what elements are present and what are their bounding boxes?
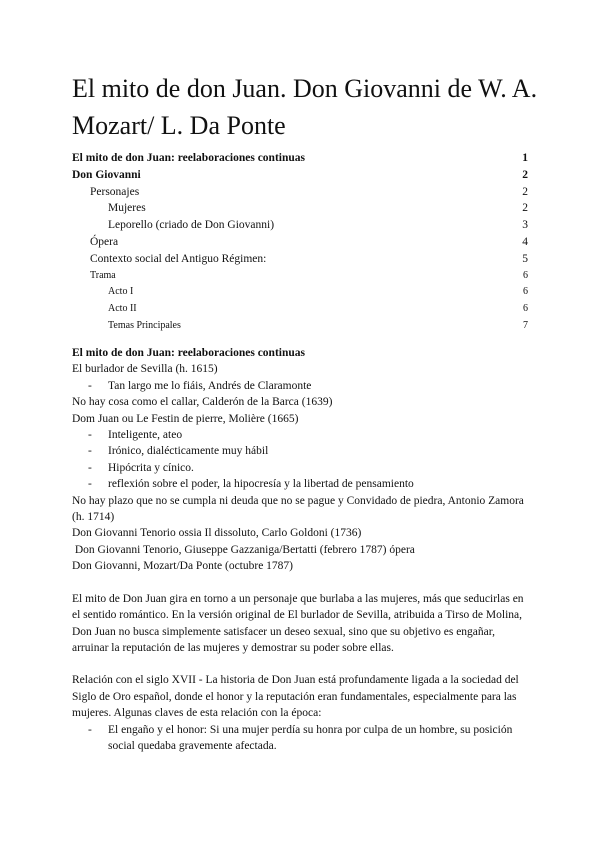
paragraph: Relación con el siglo XVII - La historia de Don Juan está profundamente ligada a la sociedad del Siglo de Oro español, donde el honor y la reputación eran fundamentales, especialmente para las mujeres. Algunas claves de esta relación con la época: xyxy=(72,674,519,720)
toc-entry[interactable] xyxy=(72,167,528,184)
toc-entry-page: 7 xyxy=(523,319,528,331)
toc-entry-label: Leporello (criado de Don Giovanni) xyxy=(108,219,275,232)
list-item xyxy=(72,722,528,755)
work-line: El burlador de Sevilla (h. 1615) xyxy=(72,363,218,376)
document-title: El mito de don Juan. Don Giovanni de W. A. Mozart/ L. Da Ponte xyxy=(72,74,538,140)
toc-entry-page: 6 xyxy=(523,303,528,315)
bullet-list xyxy=(72,427,528,493)
list-item xyxy=(72,476,528,492)
toc-entry-label: Acto I xyxy=(108,286,134,298)
toc-entry-page: 6 xyxy=(523,269,528,281)
toc-entry-page: 3 xyxy=(522,219,528,232)
toc-entry-label: Contexto social del Antiguo Régimen: xyxy=(90,252,267,265)
dash-bullet: - xyxy=(88,379,92,392)
toc-entry-label: Temas Principales xyxy=(108,319,181,331)
dash-bullet: - xyxy=(88,461,92,474)
spacer xyxy=(72,575,528,591)
work-line: No hay plazo que no se cumpla ni deuda que no se pague y Convidado de piedra, Antonio Zamora (h. 1714) xyxy=(72,494,524,524)
toc-entry-label: Mujeres xyxy=(108,202,146,215)
work-line: No hay cosa como el callar, Calderón de la Barca (1639) xyxy=(72,396,333,409)
toc-entry[interactable] xyxy=(72,200,528,217)
toc-entry-label: Don Giovanni xyxy=(72,168,141,181)
toc-entry[interactable] xyxy=(72,217,528,234)
toc-entry-page: 2 xyxy=(522,202,528,215)
toc-entry[interactable] xyxy=(72,318,528,335)
bullet-list xyxy=(72,722,528,755)
list-item xyxy=(72,443,528,459)
dash-bullet: - xyxy=(88,429,92,442)
toc-entry-page: 2 xyxy=(522,168,528,181)
toc-entry[interactable] xyxy=(72,234,528,251)
document-body xyxy=(72,345,528,754)
toc-entry-label: Ópera xyxy=(90,235,119,248)
list-item xyxy=(72,427,528,443)
toc-entry[interactable] xyxy=(72,284,528,301)
toc-entry[interactable] xyxy=(72,251,528,268)
list-item-text: Tan largo me lo fiáis, Andrés de Claramonte xyxy=(108,379,312,392)
list-item xyxy=(72,460,528,476)
list-item-text: Hipócrita y cínico. xyxy=(108,461,194,474)
work-line: Don Giovanni Tenorio ossia Il dissoluto, Carlo Goldoni (1736) xyxy=(72,527,362,540)
list-item-text: Irónico, dialécticamente muy hábil xyxy=(108,445,269,458)
list-item xyxy=(72,378,528,394)
toc-entry-label: Acto II xyxy=(108,303,137,315)
work-line: Don Giovanni Tenorio, Giuseppe Gazzaniga/Bertatti (febrero 1787) ópera xyxy=(72,543,415,556)
list-item-text: El engaño y el honor: Si una mujer perdía su honra por culpa de un hombre, su posición social quedaba gravemente afectada. xyxy=(108,723,513,752)
work-line: Don Giovanni, Mozart/Da Ponte (octubre 1787) xyxy=(72,560,294,573)
list-item-text: reflexión sobre el poder, la hipocresía y la libertad de pensamiento xyxy=(108,478,414,491)
section-heading: El mito de don Juan: reelaboraciones continuas xyxy=(72,347,305,359)
table-of-contents xyxy=(72,150,528,335)
toc-entry-label: Personajes xyxy=(90,185,140,198)
toc-entry-page: 1 xyxy=(522,152,528,164)
list-item-text: Inteligente, ateo xyxy=(108,429,183,442)
toc-entry-label: El mito de don Juan: reelaboraciones continuas xyxy=(72,152,305,164)
toc-entry[interactable] xyxy=(72,301,528,318)
toc-entry[interactable] xyxy=(72,268,528,285)
toc-entry-label: Trama xyxy=(90,269,116,281)
bullet-list xyxy=(72,378,528,394)
spacer xyxy=(72,656,528,672)
toc-entry-page: 2 xyxy=(522,185,528,198)
toc-entry-page: 4 xyxy=(522,235,528,248)
toc-entry-page: 6 xyxy=(523,286,528,298)
dash-bullet: - xyxy=(88,445,92,458)
paragraph: El mito de Don Juan gira en torno a un personaje que burlaba a las mujeres, más que seducirlas en el sentido romántico. En la versión original de El burlador de Sevilla, atribuida a Tirso de Molina, Don Juan no busca simplemente satisfacer un deseo sexual, sino que su objetivo es engañar, arruinar la reputación de las mujeres y demostrar su poder sobre ellas. xyxy=(72,592,524,654)
dash-bullet: - xyxy=(88,723,92,736)
toc-entry[interactable] xyxy=(72,184,528,201)
work-line: Dom Juan ou Le Festin de pierre, Molière (1665) xyxy=(72,412,299,425)
toc-entry[interactable] xyxy=(72,150,528,167)
dash-bullet: - xyxy=(88,478,92,491)
toc-entry-page: 5 xyxy=(522,252,528,265)
